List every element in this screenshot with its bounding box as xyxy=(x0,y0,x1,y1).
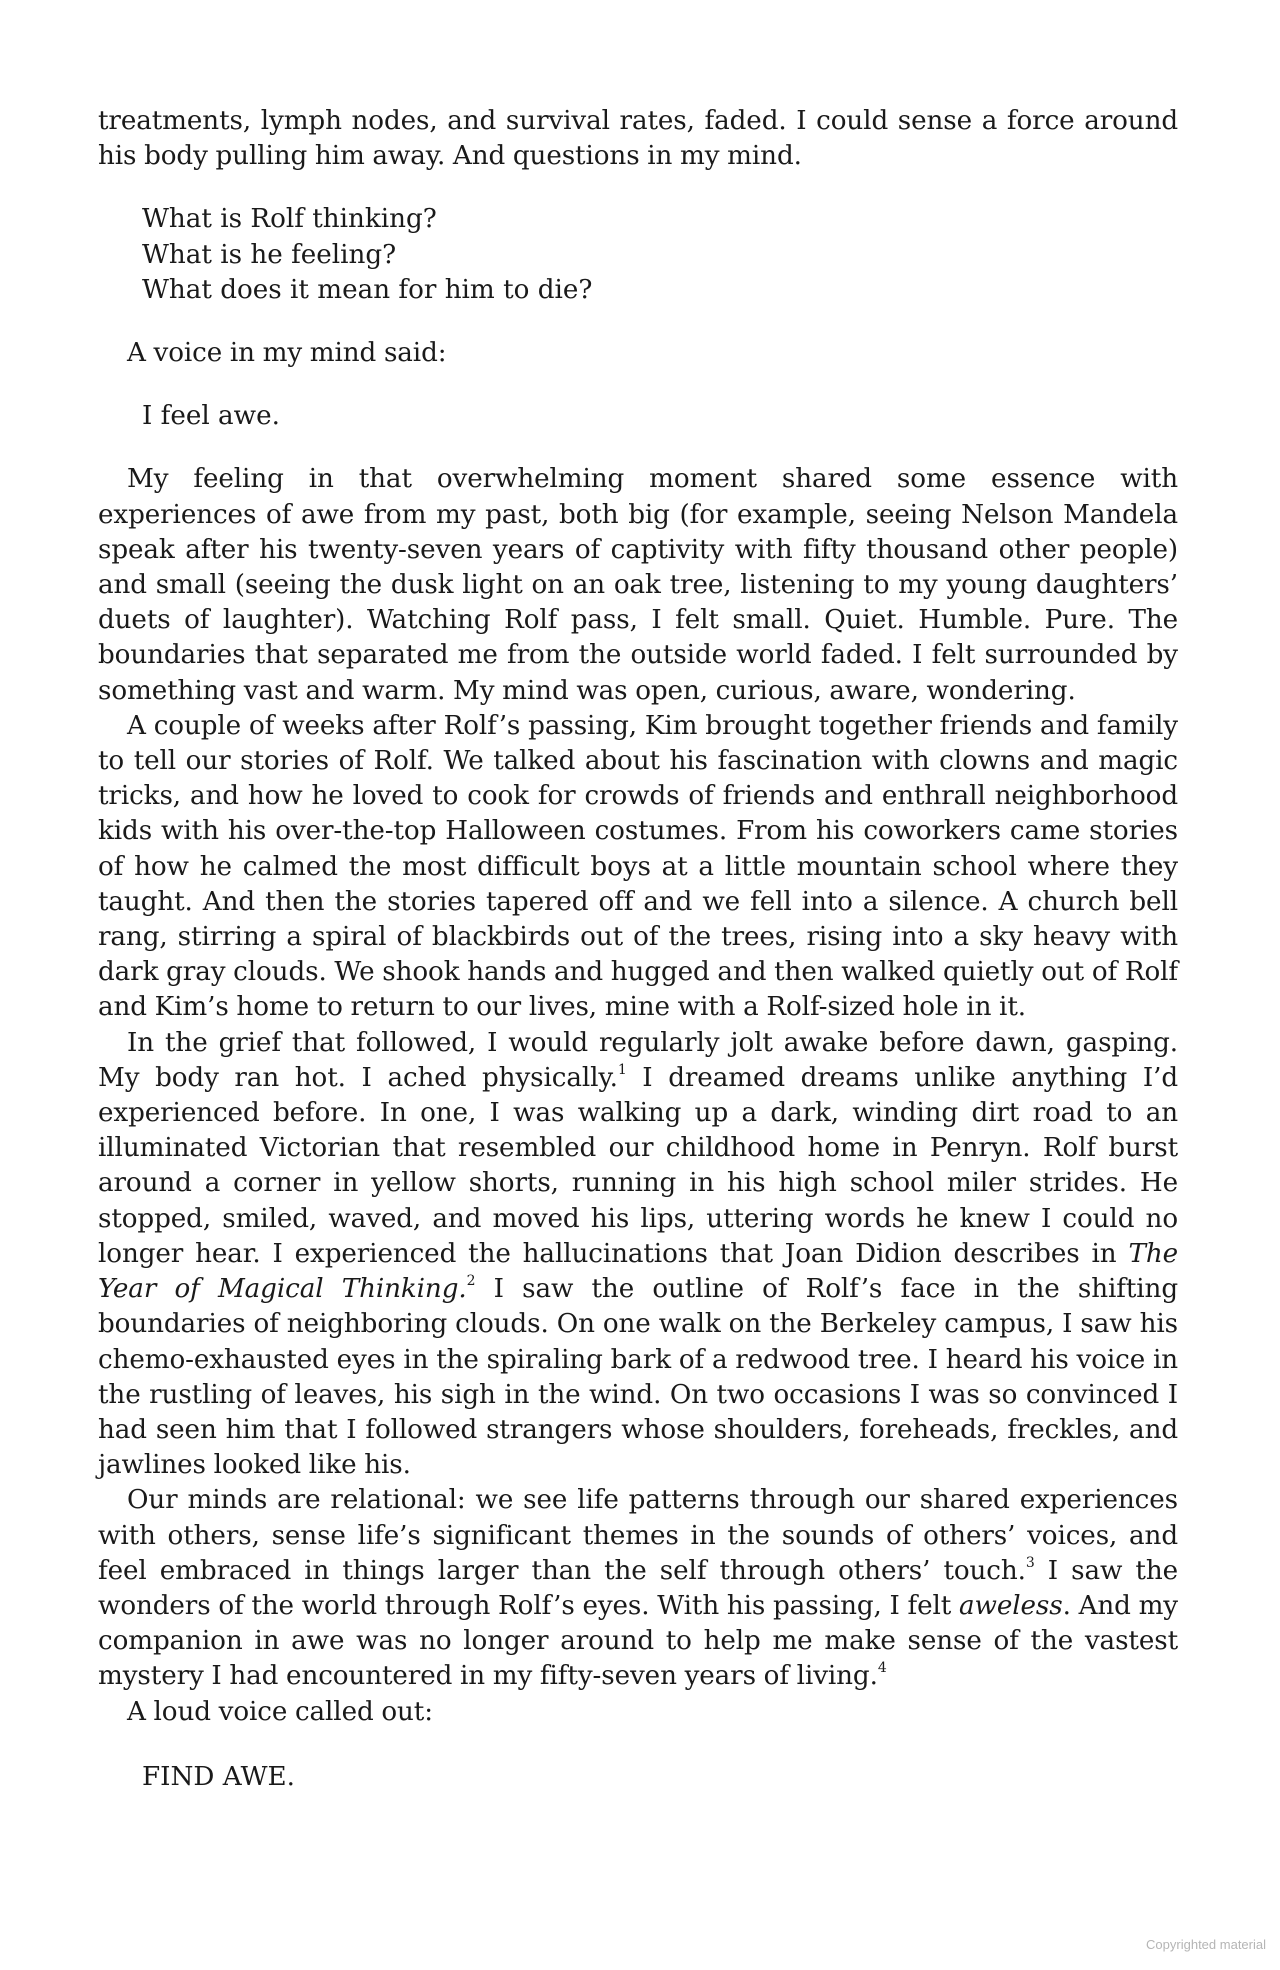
question-3: What does it mean for him to die? xyxy=(142,274,593,305)
paragraph-grief xyxy=(98,1026,1178,1484)
footnote-ref-4: 4 xyxy=(877,1660,887,1677)
minds-text-2: I saw the wonders of the world through Rolf’s eyes. With his passing, I felt xyxy=(98,1555,1179,1621)
footnote-ref-3: 3 xyxy=(1025,1554,1035,1571)
book-title: The Year of Magical Thinking. xyxy=(98,1238,1178,1305)
book-page xyxy=(98,104,1178,1795)
footnote-ref-2: 2 xyxy=(466,1273,476,1290)
opening-paragraph: treatments, lymph nodes, and survival rates, faded. I could sense a force around his body pulling him away. And questions in my mind. xyxy=(98,106,1178,172)
paragraph-feeling: My feeling in that overwhelming moment shared some essence with experiences of awe from my past, both big (for example, seeing Nelson Mandela speak after his twenty-seven years of captivity with fifty thousand other people) and small (seeing the dusk light on an oak tree, listening to my young daughters’ duets of laughter). Watching Rolf pass, I felt small. Quiet. Humble. Pure. The boundaries that separated me from the outside world faded. I felt surrounded by something vast and warm. My mind was open, curious, aware, wondering. xyxy=(98,464,1178,706)
minds-text-3: . And my companion in awe was no longer around to help me make sense of the vastest mystery I had encountered in my fifty-seven years of living. xyxy=(98,1590,1178,1692)
voice-quote: I feel awe. xyxy=(142,401,280,432)
grief-text-3: I saw the outline of Rolf’s face in the shifting boundaries of neighboring clouds. On one walk on the Berkeley campus, I saw his chemo-exhausted eyes in the spiraling bark of a redwood tree. I heard his voice in the rustling of leaves, his sigh in the wind. On two occasions I was so convinced I had seen him that I followed strangers whose shoulders, foreheads, freckles, and jawlines looked like his. xyxy=(98,1274,1178,1481)
grief-text-1: In the grief that followed, I would regularly jolt awake before dawn, gasping. My body ran hot. I ached physically. xyxy=(98,1027,1178,1093)
footnote-ref-1: 1 xyxy=(617,1061,627,1078)
question-list xyxy=(98,202,1178,308)
grief-text-2: I dreamed dreams unlike anything I’d experienced before. In one, I was walking up a dark, winding dirt road to an illuminated Victorian that resembled our childhood home in Penryn. Rolf burst around a corner in yellow shorts, running in his high school miler strides. He stopped, smiled, waved, and moved his lips, uttering words he knew I could no longer hear. I experienced the hallucinations that Joan Didion describes in xyxy=(98,1062,1178,1269)
final-quote: FIND AWE. xyxy=(142,1761,295,1792)
paragraph-gathering: A couple of weeks after Rolf’s passing, Kim brought together friends and family to tell our stories of Rolf. We talked about his fascination with clowns and magic tricks, and how he loved to cook for crowds of friends and enthrall neighborhood kids with his over-the-top Halloween costumes. From his coworkers came stories of how he calmed the most difficult boys at a little mountain school where they taught. And then the stories tapered off and we fell into a silence. A church bell rang, stirring a spiral of blackbirds out of the trees, rising into a sky heavy with dark gray clouds. We shook hands and hugged and then walked quietly out of Rolf and Kim’s home to return to our lives, mine with a Rolf-sized hole in it. xyxy=(98,710,1178,1023)
minds-text-1: Our minds are relational: we see life patterns through our shared experiences with others, sense life’s significant themes in the sounds of others’ voices, and feel embraced in things larger than the self through others’ touch. xyxy=(98,1485,1178,1586)
aweless-word: aweless xyxy=(959,1590,1063,1621)
question-2: What is he feeling? xyxy=(142,239,397,270)
paragraph-minds xyxy=(98,1483,1178,1694)
copyright-watermark: Copyrighted material xyxy=(1146,1937,1266,1952)
voice-intro: A voice in my mind said: xyxy=(127,338,447,369)
loud-voice-line: A loud voice called out: xyxy=(127,1696,433,1727)
question-1: What is Rolf thinking? xyxy=(142,204,437,235)
